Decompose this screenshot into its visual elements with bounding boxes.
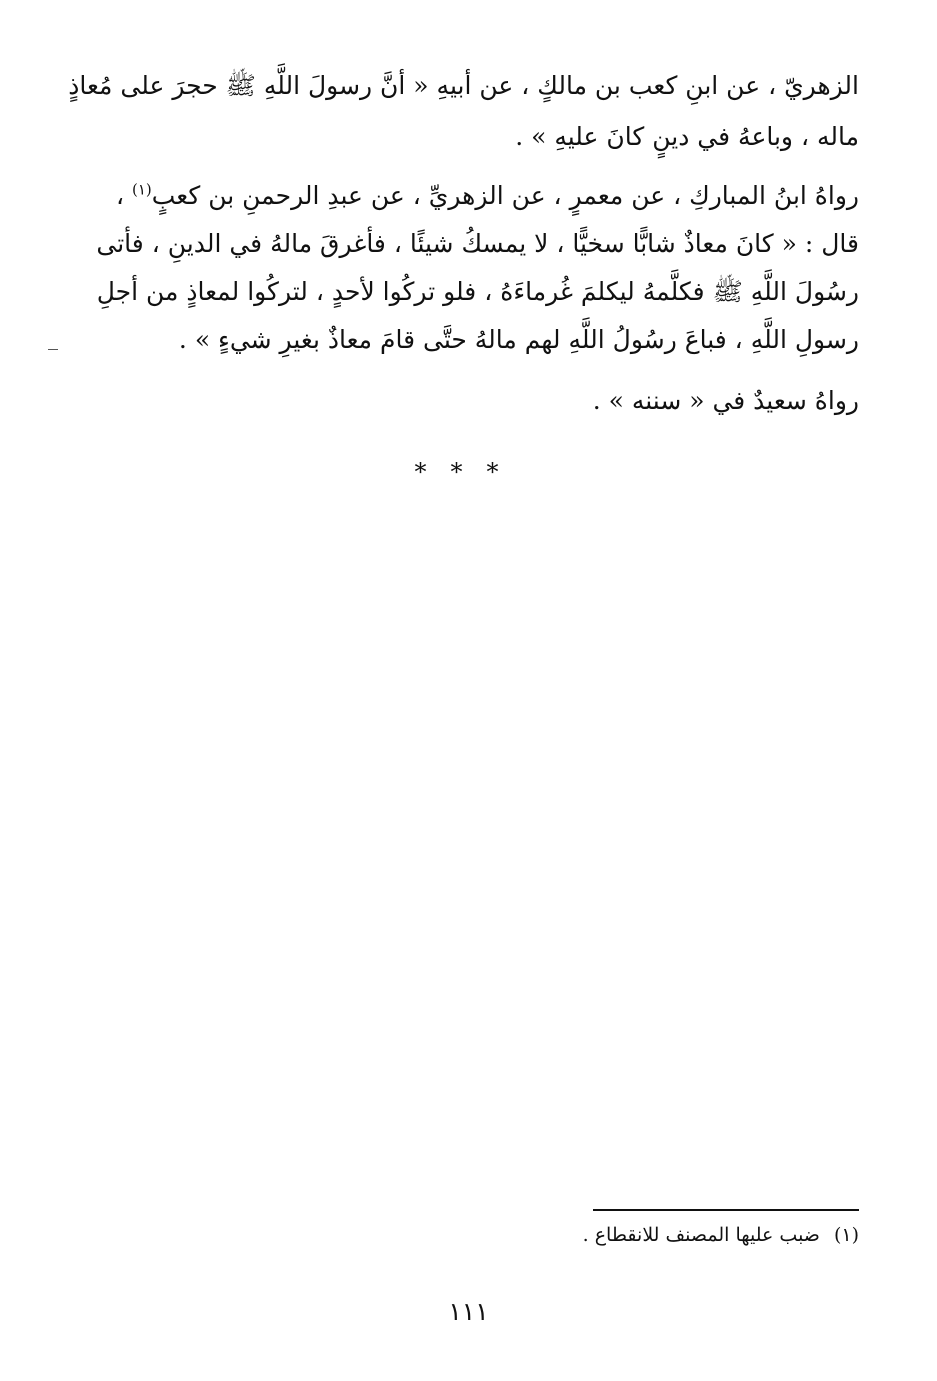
paragraph-2-line-1-end: ،: [115, 181, 132, 210]
asterisk-separator: ***: [414, 458, 523, 486]
paragraph-2-line-4: رسولِ اللَّهِ ، فباعَ رسُولُ اللَّهِ لهم مالهُ حتَّى قامَ معاذٌ بغيرِ شيءٍ » .: [178, 325, 859, 354]
scan-edge-mark: [48, 349, 58, 350]
paragraph-1-line-1: الزهريّ ، عن ابنِ كعب بن مالكٍ ، عن أبيهِ « أنَّ رسولَ اللَّهِ ﷺ حجرَ على مُعاذٍ: [68, 71, 859, 100]
paragraph-2-line-3: رسُولَ اللَّهِ ﷺ فكلَّمهُ ليكلمَ غُرماءَهُ ، فلو تركُوا لأحدٍ ، لتركُوا لمعاذٍ من أجلِ: [96, 277, 859, 306]
footnote-divider: [593, 1209, 859, 1211]
paragraph-3-line-1: رواهُ سعيدٌ في « سننه » .: [592, 386, 859, 415]
section-separator: [0, 457, 937, 487]
page-number: ١١١: [448, 1297, 489, 1326]
paragraph-1-line-2: ماله ، وباعهُ في دينٍ كانَ عليهِ » .: [515, 122, 859, 151]
footnote-text: ضبب عليها المصنف للانقطاع .: [582, 1224, 820, 1246]
footnote-number: (١): [833, 1224, 859, 1246]
paragraph-2-line-2: قال : « كانَ معاذٌ شابًّا سخيًّا ، لا يمسكُ شيئًا ، فأغرقَ مالهُ في الدينِ ، فأتى: [96, 229, 859, 258]
paragraph-2-line-1: [116, 179, 859, 213]
footnote-reference: (١): [131, 180, 152, 199]
paragraph-2-line-1-text: رواهُ ابنُ المباركِ ، عن معمرٍ ، عن الزهريِّ ، عن عبدِ الرحمنِ بن كعبٍ: [151, 181, 859, 210]
footnote-1: [583, 1221, 859, 1249]
